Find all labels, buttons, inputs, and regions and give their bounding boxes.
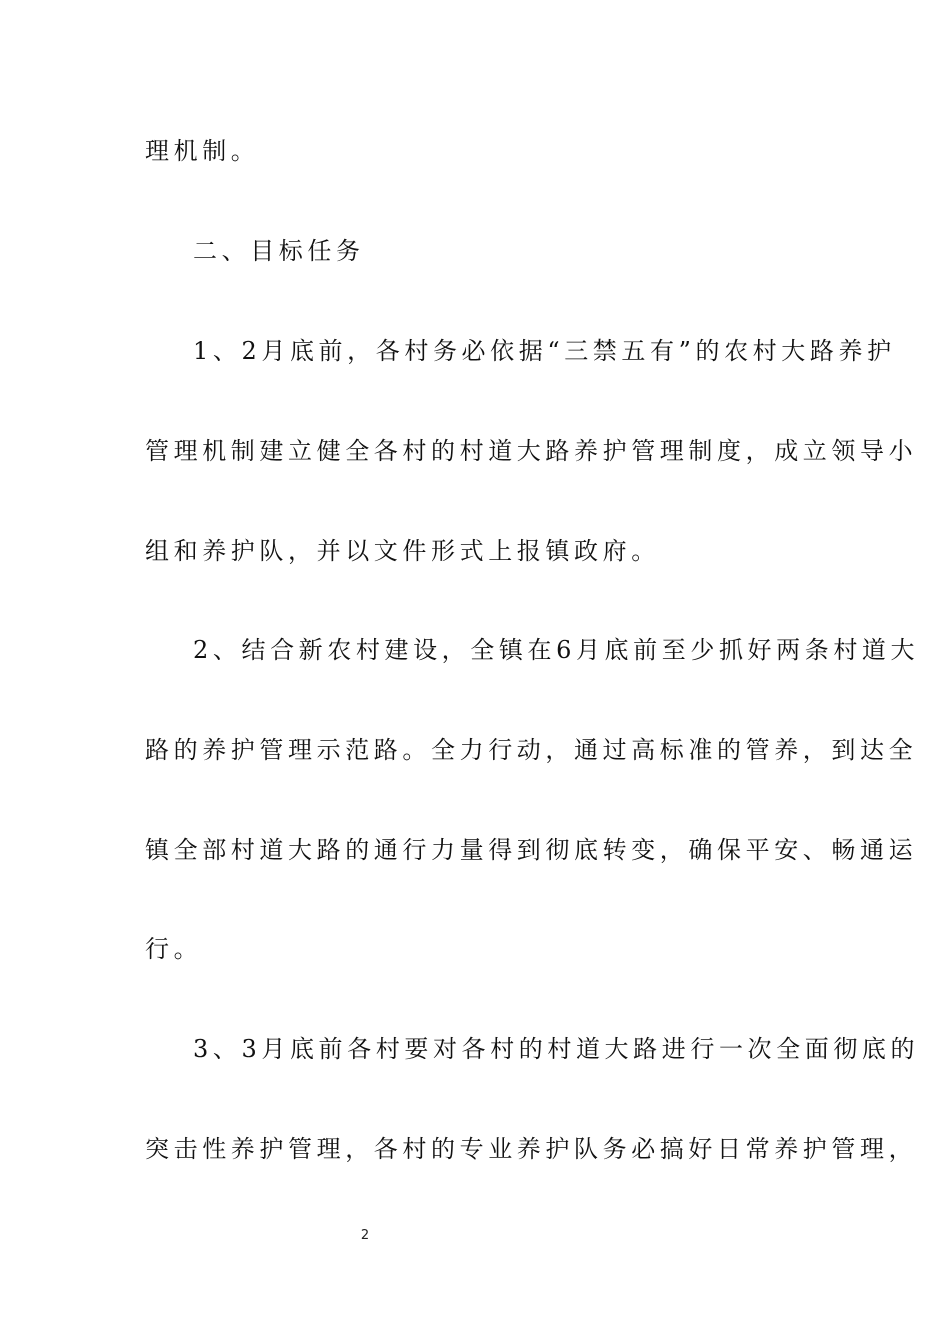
text-line-11: 突击性养护管理，各村的专业养护队务必搞好日常养护管理， [145,1135,918,1163]
text-line-7: 路的养护管理示范路。全力行动，通过高标准的管养，到达全 [145,736,918,764]
page-number: 2 [360,1228,370,1243]
text-line-4: 管理机制建立健全各村的村道大路养护管理制度，成立领导小 [145,437,918,465]
text-line-9: 行。 [145,935,203,963]
text-line-8: 镇全部村道大路的通行力量得到彻底转变，确保平安、畅通运 [145,836,918,864]
text-line-10: 3、3月底前各村要对各村的村道大路进行一次全面彻底的 [193,1035,920,1063]
text-line-1: 理机制。 [145,137,260,165]
text-line-3: 1、2月底前，各村务必依据“三禁五有”的农村大路养护 [193,337,896,365]
text-line-5: 组和养护队，并以文件形式上报镇政府。 [145,537,660,565]
section-heading: 二、目标任务 [193,237,365,265]
text-line-6: 2、结合新农村建设，全镇在6月底前至少抓好两条村道大 [193,636,920,664]
